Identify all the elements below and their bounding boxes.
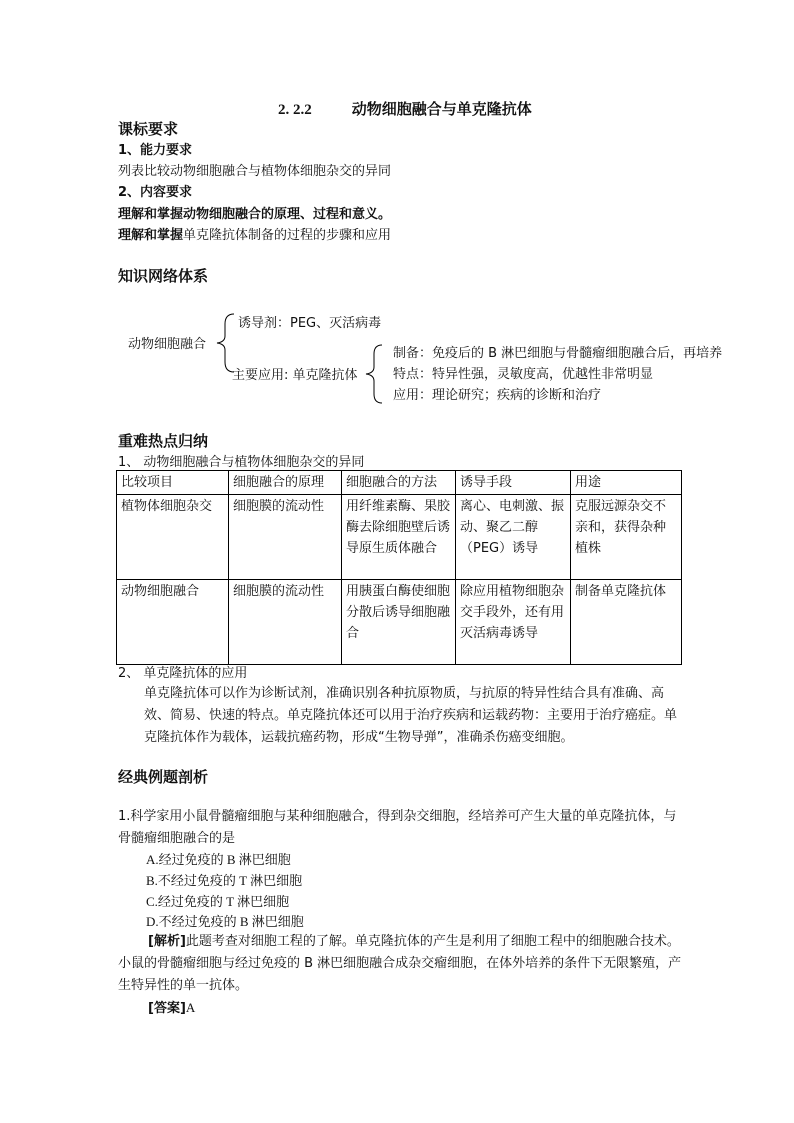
title-text: 动物细胞融合与单克隆抗体 xyxy=(351,100,532,118)
table-cell: 用胰蛋白酶使细胞分散后诱导细胞融合 xyxy=(342,580,456,665)
table-header-cell: 用途 xyxy=(571,471,682,495)
table-cell: 用纤维素酶、果胶酶去除细胞壁后诱导原生质体融合 xyxy=(342,495,456,580)
table-row xyxy=(117,495,682,580)
analysis-text: 此题考查对细胞工程的了解。单克隆抗体的产生是利用了细胞工程中的细胞融合技术。小鼠的骨髓瘤细胞与经过免疫的 B 淋巴细胞融合成杂交瘤细胞，在体外培养的条件下无限繁殖，产生特异性的单一抗体。 xyxy=(118,934,682,993)
network-application: 主要应用: 单克隆抗体 xyxy=(232,368,358,383)
answer-label: [答案] xyxy=(148,1001,186,1016)
keypoints-heading: 重难热点归纳 xyxy=(118,432,209,450)
table-header-cell: 诱导手段 xyxy=(456,471,571,495)
table-cell: 除应用植物细胞杂交手段外，还有用灭活病毒诱导 xyxy=(456,580,571,665)
content-line-2-rest: 单克隆抗体制备的过程的步骤和应用 xyxy=(183,228,392,243)
table-cell: 制备单克隆抗体 xyxy=(571,580,682,665)
table-header-cell: 细胞融合的原理 xyxy=(229,471,342,495)
table-cell: 离心、电刺激、振动、聚乙二醇（PEG）诱导 xyxy=(456,495,571,580)
table-cell: 细胞膜的流动性 xyxy=(229,580,342,665)
ability-text: 列表比较动物细胞融合与植物体细胞杂交的异同 xyxy=(118,164,392,179)
network-sub-feature: 特点：特异性强，灵敏度高，优越性非常明显 xyxy=(393,367,654,382)
table-header-cell: 比较项目 xyxy=(117,471,229,495)
comparison-table xyxy=(116,470,682,665)
table-cell: 细胞膜的流动性 xyxy=(229,495,342,580)
analysis-label: [解析] xyxy=(148,934,186,949)
keypoints-item-2-paragraph: 单克隆抗体可以作为诊断试剂，准确识别各种抗原物质，与抗原的特异性结合具有准确、高效、简易、快速的特点。单克隆抗体还可以用于治疗疾病和运载药物：主要用于治疗癌症。单克隆抗体作为载体，运载抗癌药物，形成“生物导弹”，准确杀伤癌变细胞。 xyxy=(144,686,678,745)
content-line-2-bold: 理解和掌握 xyxy=(118,228,184,243)
example-question: 1.科学家用小鼠骨髓瘤细胞与某种细胞融合，得到杂交细胞，经培养可产生大量的单克隆抗体，与骨髓瘤细胞融合的是 xyxy=(118,809,677,846)
table-row xyxy=(117,580,682,665)
network-sub-application: 应用：理论研究；疾病的诊断和治疗 xyxy=(393,388,602,403)
option-d: D.不经过免疫的 B 淋巴细胞 xyxy=(146,914,304,929)
keypoints-item-1: 1、 动物细胞融合与植物体细胞杂交的异同 xyxy=(118,455,365,470)
curriculum-heading: 课标要求 xyxy=(118,120,179,138)
content-heading: 2、内容要求 xyxy=(118,185,193,200)
keypoints-item-2: 2、 单克隆抗体的应用 xyxy=(118,666,248,681)
sub-brace xyxy=(362,342,386,406)
network-sub-prepare: 制备：免疫后的 B 淋巴细胞与骨髓瘤细胞融合后，再培养 xyxy=(393,346,723,361)
option-a: A.经过免疫的 B 淋巴细胞 xyxy=(146,852,291,867)
example-answer xyxy=(148,997,195,1016)
option-c: C.经过免疫的 T 淋巴细胞 xyxy=(146,894,290,909)
table-header-row xyxy=(117,471,682,495)
table-header-cell: 细胞融合的方法 xyxy=(342,471,456,495)
table-cell: 植物体细胞杂交 xyxy=(117,495,229,580)
content-line-2 xyxy=(118,224,391,243)
section-number: 2. 2.2 xyxy=(278,102,312,118)
ability-heading: 1、能力要求 xyxy=(118,143,193,158)
network-root: 动物细胞融合 xyxy=(128,337,207,352)
network-heading: 知识网络体系 xyxy=(118,267,209,285)
table-cell: 克服远源杂交不亲和，获得杂种植株 xyxy=(571,495,682,580)
example-analysis xyxy=(118,931,684,997)
option-b: B.不经过免疫的 T 淋巴细胞 xyxy=(146,873,303,888)
network-inducer: 诱导剂：PEG、灭活病毒 xyxy=(238,316,382,331)
answer-value: A xyxy=(185,1000,196,1015)
content-line-1: 理解和掌握动物细胞融合的原理、过程和意义。 xyxy=(118,207,392,222)
examples-heading: 经典例题剖析 xyxy=(118,768,209,786)
page-title xyxy=(278,98,532,119)
table-cell: 动物细胞融合 xyxy=(117,580,229,665)
